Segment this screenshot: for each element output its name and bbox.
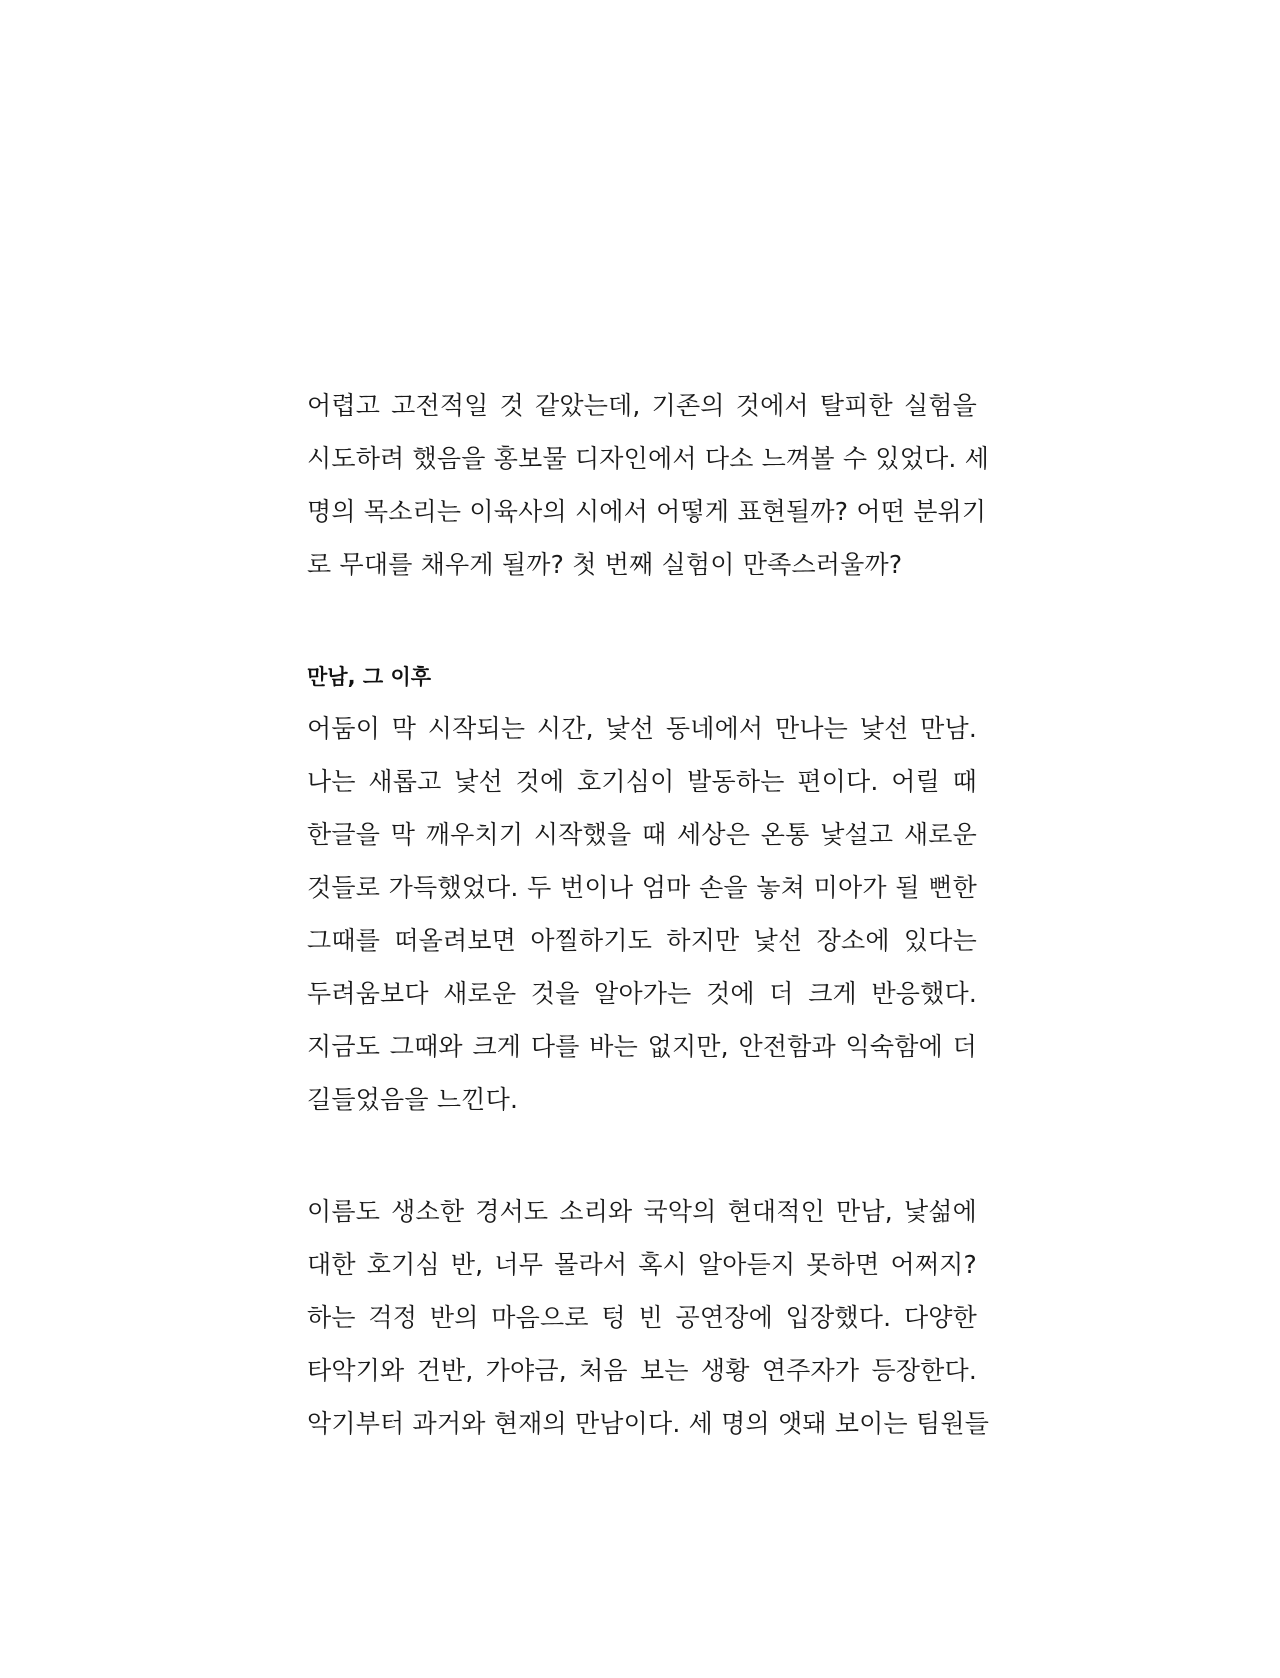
paragraph-line: 어렵고 고전적일 것 같았는데, 기존의 것에서 탈피한 실험을 [307,391,977,420]
paragraph-line: 대한 호기심 반, 너무 몰라서 혹시 알아듣지 못하면 어쩌지? [307,1250,977,1279]
paragraph-intro [307,379,990,591]
paragraph-line: 하는 걱정 반의 마음으로 텅 빈 공연장에 입장했다. 다양한 [307,1303,977,1332]
paragraph-line: 명의 목소리는 이육사의 시에서 어떻게 표현될까? 어떤 분위기 [307,497,987,526]
paragraph-line: 시도하려 했음을 홍보물 디자인에서 다소 느껴볼 수 있었다. 세 [307,444,990,473]
paragraph-line: 한글을 막 깨우치기 시작했을 때 세상은 온통 낯설고 새로운 [307,820,977,849]
paragraph-line: 어둠이 막 시작되는 시간, 낯선 동네에서 만나는 낯선 만남. [307,714,977,743]
paragraph-line: 악기부터 과거와 현재의 만남이다. 세 명의 앳돼 보이는 팀원들 [307,1409,990,1438]
paragraph-line: 지금도 그때와 크게 다를 바는 없지만, 안전함과 익숙함에 더 [307,1032,977,1061]
paragraph-line: 나는 새롭고 낯선 것에 호기심이 발동하는 편이다. 어릴 때 [307,767,977,796]
paragraph-after-meeting [307,702,977,1126]
paragraph-line: 것들로 가득했었다. 두 번이나 엄마 손을 놓쳐 미아가 될 뻔한 [307,873,977,902]
paragraph-line: 이름도 생소한 경서도 소리와 국악의 현대적인 만남, 낯섦에 [307,1197,977,1226]
paragraph-line: 길들었음을 느낀다. [307,1085,519,1114]
paragraph-line: 두려움보다 새로운 것을 알아가는 것에 더 크게 반응했다. [307,979,977,1008]
paragraph-line: 그때를 떠올려보면 아찔하기도 하지만 낯선 장소에 있다는 [307,926,977,955]
section-heading: 만남, 그 이후 [307,665,432,689]
paragraph-line: 타악기와 건반, 가야금, 처음 보는 생황 연주자가 등장한다. [307,1356,977,1385]
paragraph-performance [307,1185,990,1450]
paragraph-line: 로 무대를 채우게 될까? 첫 번째 실험이 만족스러울까? [307,550,903,579]
